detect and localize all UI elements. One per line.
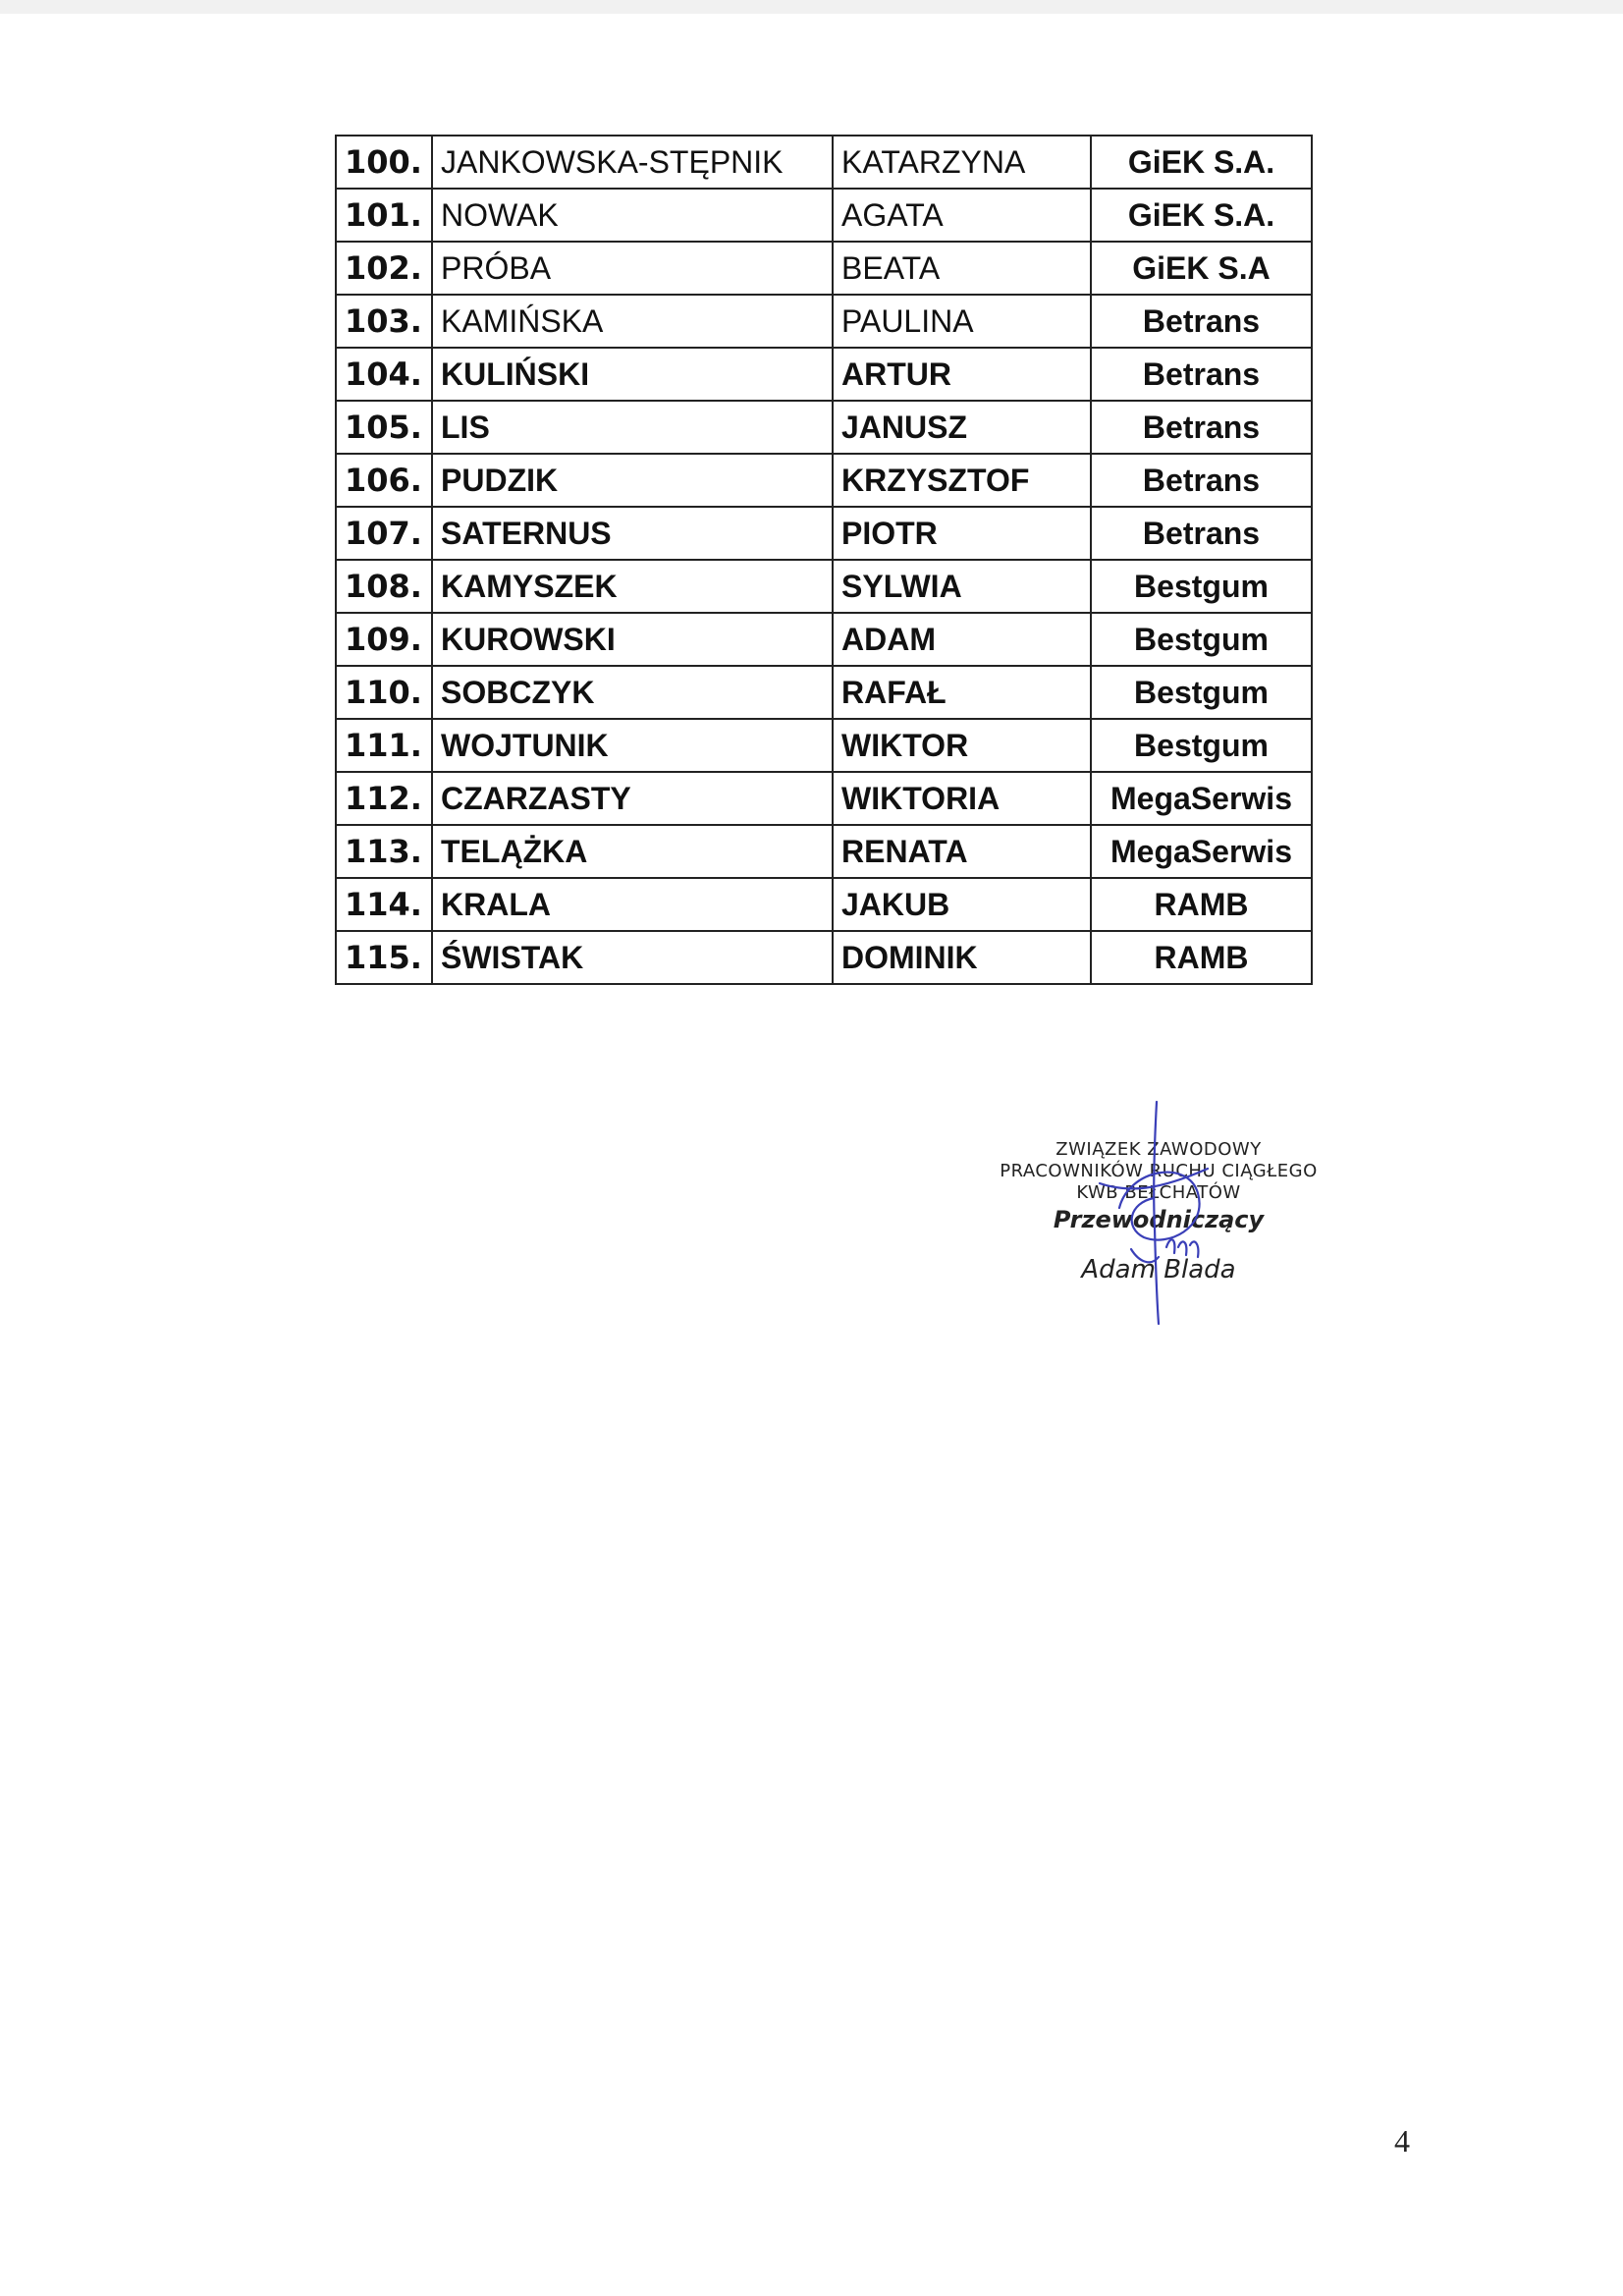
surname-cell: KRALA (432, 878, 833, 931)
row-number-cell: 105. (336, 401, 432, 454)
first-name-cell: JANUSZ (833, 401, 1091, 454)
handwritten-signature (1060, 1100, 1257, 1326)
stamp-line-mine: KWB BEŁCHATÓW (1076, 1182, 1241, 1203)
table-row (336, 878, 1312, 931)
company-cell: Bestgum (1091, 666, 1312, 719)
row-number-cell: 107. (336, 507, 432, 560)
surname-cell: LIS (432, 401, 833, 454)
first-name-cell: ARTUR (833, 348, 1091, 401)
first-name-cell: JAKUB (833, 878, 1091, 931)
company-cell: GiEK S.A. (1091, 189, 1312, 242)
first-name-cell: WIKTOR (833, 719, 1091, 772)
stamp-line-union: ZWIĄZEK ZAWODOWY (1055, 1139, 1262, 1160)
table-row (336, 401, 1312, 454)
company-cell: RAMB (1091, 931, 1312, 984)
table-row (336, 719, 1312, 772)
table-row (336, 772, 1312, 825)
row-number-cell: 113. (336, 825, 432, 878)
table-row (336, 348, 1312, 401)
surname-cell: KAMYSZEK (432, 560, 833, 613)
row-number-cell: 100. (336, 136, 432, 189)
row-number-cell: 106. (336, 454, 432, 507)
company-cell: MegaSerwis (1091, 825, 1312, 878)
stamp-person-name: Adam Blada (1081, 1255, 1236, 1285)
row-number-cell: 104. (336, 348, 432, 401)
employee-table-body (336, 136, 1312, 984)
row-number-cell: 110. (336, 666, 432, 719)
table-row (336, 295, 1312, 348)
surname-cell: PUDZIK (432, 454, 833, 507)
first-name-cell: AGATA (833, 189, 1091, 242)
table-row (336, 189, 1312, 242)
first-name-cell: ADAM (833, 613, 1091, 666)
first-name-cell: RAFAŁ (833, 666, 1091, 719)
table-row (336, 931, 1312, 984)
stamp-line-workers: PRACOWNIKÓW RUCHU CIĄGŁEGO (1000, 1161, 1318, 1181)
row-number-cell: 103. (336, 295, 432, 348)
company-cell: Bestgum (1091, 613, 1312, 666)
table-row (336, 136, 1312, 189)
row-number-cell: 112. (336, 772, 432, 825)
first-name-cell: DOMINIK (833, 931, 1091, 984)
company-cell: Betrans (1091, 295, 1312, 348)
first-name-cell: SYLWIA (833, 560, 1091, 613)
company-cell: Betrans (1091, 401, 1312, 454)
first-name-cell: PIOTR (833, 507, 1091, 560)
row-number-cell: 114. (336, 878, 432, 931)
table-row (336, 666, 1312, 719)
company-cell: GiEK S.A (1091, 242, 1312, 295)
row-number-cell: 102. (336, 242, 432, 295)
first-name-cell: KRZYSZTOF (833, 454, 1091, 507)
company-cell: Betrans (1091, 507, 1312, 560)
table-row (336, 454, 1312, 507)
company-cell: Bestgum (1091, 719, 1312, 772)
first-name-cell: PAULINA (833, 295, 1091, 348)
surname-cell: PRÓBA (432, 242, 833, 295)
surname-cell: TELĄŻKA (432, 825, 833, 878)
row-number-cell: 111. (336, 719, 432, 772)
first-name-cell: BEATA (833, 242, 1091, 295)
row-number-cell: 109. (336, 613, 432, 666)
company-cell: RAMB (1091, 878, 1312, 931)
surname-cell: KUROWSKI (432, 613, 833, 666)
company-cell: Bestgum (1091, 560, 1312, 613)
table-row (336, 507, 1312, 560)
table-row (336, 560, 1312, 613)
company-cell: MegaSerwis (1091, 772, 1312, 825)
table-row (336, 825, 1312, 878)
table-row (336, 613, 1312, 666)
page-number: 4 (1394, 2123, 1410, 2159)
company-cell: Betrans (1091, 348, 1312, 401)
row-number-cell: 101. (336, 189, 432, 242)
surname-cell: NOWAK (432, 189, 833, 242)
surname-cell: JANKOWSKA-STĘPNIK (432, 136, 833, 189)
company-cell: Betrans (1091, 454, 1312, 507)
page-top-edge (0, 0, 1623, 14)
surname-cell: KULIŃSKI (432, 348, 833, 401)
first-name-cell: KATARZYNA (833, 136, 1091, 189)
surname-cell: WOJTUNIK (432, 719, 833, 772)
employee-table (335, 135, 1313, 985)
surname-cell: ŚWISTAK (432, 931, 833, 984)
table-row (336, 242, 1312, 295)
surname-cell: SOBCZYK (432, 666, 833, 719)
first-name-cell: WIKTORIA (833, 772, 1091, 825)
row-number-cell: 108. (336, 560, 432, 613)
surname-cell: KAMIŃSKA (432, 295, 833, 348)
surname-cell: SATERNUS (432, 507, 833, 560)
row-number-cell: 115. (336, 931, 432, 984)
company-cell: GiEK S.A. (1091, 136, 1312, 189)
surname-cell: CZARZASTY (432, 772, 833, 825)
stamp-role: Przewodniczący (1053, 1206, 1265, 1233)
first-name-cell: RENATA (833, 825, 1091, 878)
